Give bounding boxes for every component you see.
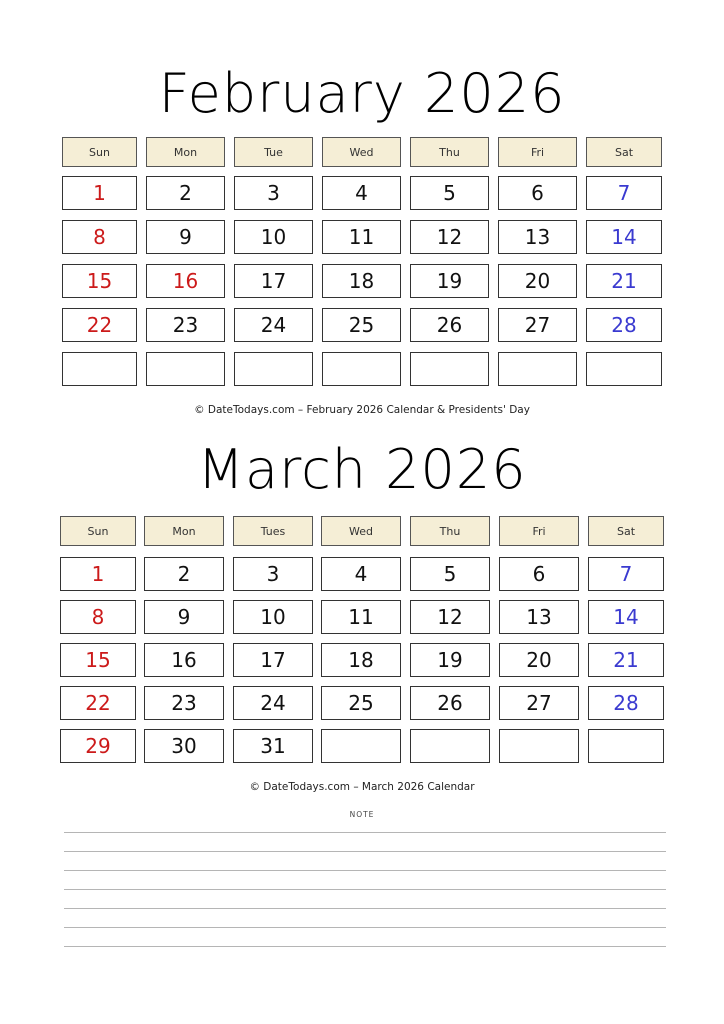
day-cell-22: 22 — [62, 308, 137, 342]
note-line — [64, 832, 666, 833]
day-cell-16: 16 — [144, 643, 224, 677]
day-cell-empty — [499, 729, 579, 763]
weekday-header-fri: Fri — [499, 516, 579, 546]
day-cell-15: 15 — [62, 264, 137, 298]
day-cell-11: 11 — [321, 600, 401, 634]
day-cell-16: 16 — [146, 264, 225, 298]
weekday-header-tues: Tues — [233, 516, 313, 546]
day-cell-24: 24 — [234, 308, 313, 342]
weekday-header-sat: Sat — [586, 137, 662, 167]
weekday-header-wed: Wed — [322, 137, 401, 167]
day-cell-empty — [588, 729, 664, 763]
day-cell-4: 4 — [321, 557, 401, 591]
day-cell-empty — [322, 352, 401, 386]
day-cell-7: 7 — [588, 557, 664, 591]
day-cell-empty — [321, 729, 401, 763]
day-cell-22: 22 — [60, 686, 136, 720]
march-title: March 2026 — [197, 438, 527, 501]
day-cell-6: 6 — [499, 557, 579, 591]
day-cell-8: 8 — [60, 600, 136, 634]
note-line — [64, 851, 666, 852]
weekday-header-fri: Fri — [498, 137, 577, 167]
day-cell-26: 26 — [410, 308, 489, 342]
note-line — [64, 870, 666, 871]
day-cell-14: 14 — [586, 220, 662, 254]
day-cell-12: 12 — [410, 220, 489, 254]
weekday-header-thu: Thu — [410, 516, 490, 546]
weekday-header-sat: Sat — [588, 516, 664, 546]
day-cell-27: 27 — [499, 686, 579, 720]
weekday-header-sun: Sun — [62, 137, 137, 167]
day-cell-24: 24 — [233, 686, 313, 720]
day-cell-28: 28 — [586, 308, 662, 342]
day-cell-13: 13 — [498, 220, 577, 254]
day-cell-7: 7 — [586, 176, 662, 210]
day-cell-9: 9 — [144, 600, 224, 634]
day-cell-19: 19 — [410, 264, 489, 298]
day-cell-28: 28 — [588, 686, 664, 720]
day-cell-30: 30 — [144, 729, 224, 763]
day-cell-empty — [498, 352, 577, 386]
note-label: NOTE — [349, 810, 375, 819]
day-cell-14: 14 — [588, 600, 664, 634]
weekday-header-thu: Thu — [410, 137, 489, 167]
day-cell-17: 17 — [233, 643, 313, 677]
day-cell-29: 29 — [60, 729, 136, 763]
day-cell-8: 8 — [62, 220, 137, 254]
day-cell-20: 20 — [498, 264, 577, 298]
day-cell-21: 21 — [588, 643, 664, 677]
weekday-header-mon: Mon — [144, 516, 224, 546]
day-cell-empty — [410, 729, 490, 763]
day-cell-25: 25 — [322, 308, 401, 342]
day-cell-1: 1 — [60, 557, 136, 591]
day-cell-23: 23 — [144, 686, 224, 720]
day-cell-4: 4 — [322, 176, 401, 210]
day-cell-11: 11 — [322, 220, 401, 254]
day-cell-10: 10 — [233, 600, 313, 634]
weekday-header-sun: Sun — [60, 516, 136, 546]
day-cell-empty — [62, 352, 137, 386]
day-cell-13: 13 — [499, 600, 579, 634]
weekday-header-tue: Tue — [234, 137, 313, 167]
day-cell-empty — [146, 352, 225, 386]
day-cell-5: 5 — [410, 176, 489, 210]
note-line — [64, 927, 666, 928]
weekday-header-wed: Wed — [321, 516, 401, 546]
day-cell-empty — [234, 352, 313, 386]
day-cell-31: 31 — [233, 729, 313, 763]
day-cell-empty — [586, 352, 662, 386]
day-cell-10: 10 — [234, 220, 313, 254]
day-cell-25: 25 — [321, 686, 401, 720]
day-cell-2: 2 — [144, 557, 224, 591]
note-line — [64, 889, 666, 890]
day-cell-2: 2 — [146, 176, 225, 210]
day-cell-17: 17 — [234, 264, 313, 298]
day-cell-5: 5 — [410, 557, 490, 591]
day-cell-15: 15 — [60, 643, 136, 677]
day-cell-18: 18 — [321, 643, 401, 677]
day-cell-18: 18 — [322, 264, 401, 298]
february-title: February 2026 — [158, 62, 566, 125]
note-line — [64, 946, 666, 947]
day-cell-3: 3 — [234, 176, 313, 210]
day-cell-1: 1 — [62, 176, 137, 210]
day-cell-20: 20 — [499, 643, 579, 677]
day-cell-3: 3 — [233, 557, 313, 591]
march-credit: © DateTodays.com – March 2026 Calendar — [249, 781, 475, 793]
day-cell-26: 26 — [410, 686, 490, 720]
day-cell-9: 9 — [146, 220, 225, 254]
day-cell-empty — [410, 352, 489, 386]
weekday-header-mon: Mon — [146, 137, 225, 167]
day-cell-21: 21 — [586, 264, 662, 298]
day-cell-27: 27 — [498, 308, 577, 342]
day-cell-23: 23 — [146, 308, 225, 342]
february-credit: © DateTodays.com – February 2026 Calendar & Presidents' Day — [194, 404, 530, 416]
day-cell-6: 6 — [498, 176, 577, 210]
day-cell-19: 19 — [410, 643, 490, 677]
note-line — [64, 908, 666, 909]
day-cell-12: 12 — [410, 600, 490, 634]
